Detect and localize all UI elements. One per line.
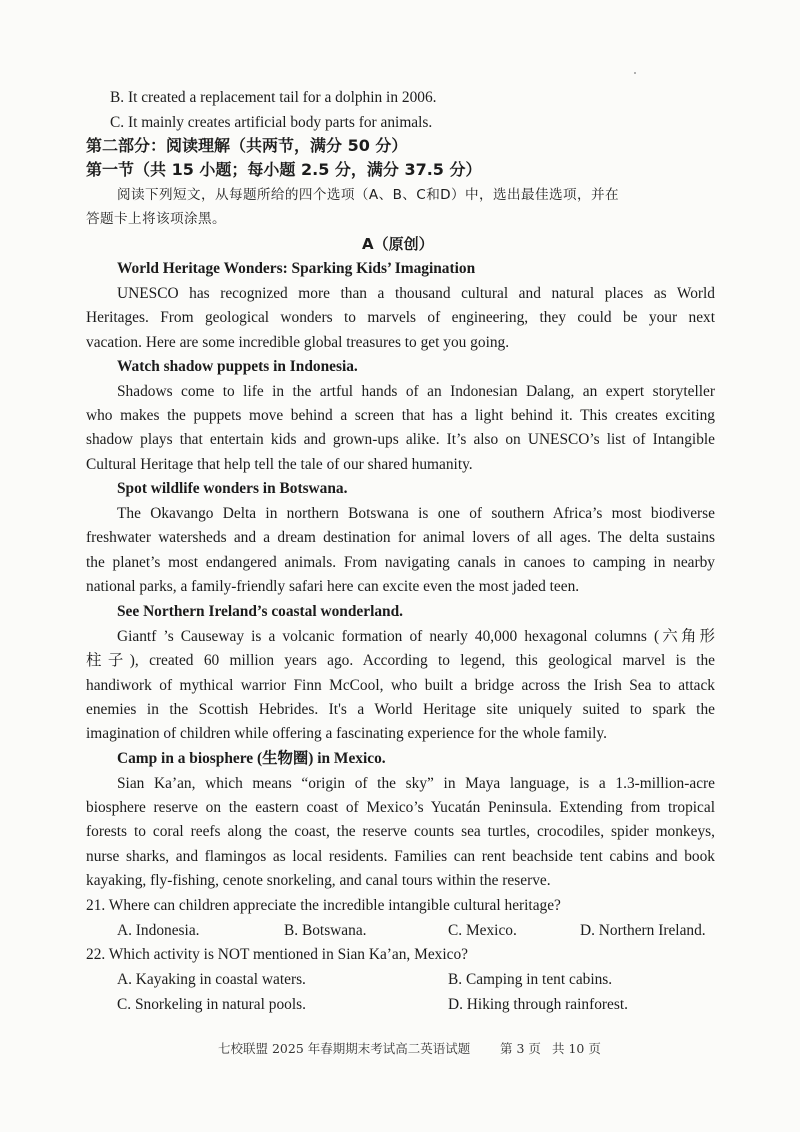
intro-line: UNESCO has recognized more than a thousand cultural and natural places as World — [117, 285, 715, 302]
paragraph-line: biosphere reserve on the eastern coast of Mexico’s Yucatán Peninsula. Extending from tropical — [86, 799, 715, 816]
question-22-option-c: C. Snorkeling in natural pools. — [117, 996, 306, 1013]
question-22-stem: 22. Which activity is NOT mentioned in Sian Ka’an, Mexico? — [86, 946, 468, 963]
paragraph-line: enemies in the Scottish Hebrides. It's a World Heritage site uniquely suited to spark the — [86, 701, 715, 718]
passage-label: A（原创） — [362, 235, 434, 253]
question-21-option-c: C. Mexico. — [448, 922, 517, 939]
question-21-option-a: A. Indonesia. — [117, 922, 200, 939]
footer-total-pages: 共 10 页 — [552, 1041, 601, 1056]
question-22-option-b: B. Camping in tent cabins. — [448, 971, 613, 988]
paragraph-line: the planet’s most endangered animals. From navigating canals in canoes to camping in nearby — [86, 554, 715, 571]
section-heading-northern-ireland: See Northern Ireland’s coastal wonderland. — [117, 603, 404, 620]
prev-option-b: B. It created a replacement tail for a dolphin in 2006. — [110, 89, 437, 106]
paragraph-line: 柱子), created 60 million years ago. According to legend, this geological marvel is the — [86, 652, 715, 669]
instructions-line-1: 阅读下列短文，从每题所给的四个选项（A、B、C和D）中，选出最佳选项，并在 — [117, 187, 619, 203]
paragraph-line: Giantf ’s Causeway is a volcanic formation of nearly 40,000 hexagonal columns (六角形 — [117, 628, 715, 645]
paragraph-line: forests to coral reefs along the coast, the reserve counts sea turtles, crocodiles, spider monkeys, — [86, 823, 715, 840]
paragraph-line: imagination of children while offering a fascinating experience for the whole family. — [86, 725, 607, 742]
section-heading-botswana: Spot wildlife wonders in Botswana. — [117, 480, 348, 497]
question-22-option-d: D. Hiking through rainforest. — [448, 996, 628, 1013]
paragraph-line: freshwater watersheds and a dream destination for animal lovers of all ages. The delta sustains — [86, 529, 715, 546]
question-22-option-a: A. Kayaking in coastal waters. — [117, 971, 306, 988]
paragraph-line: nurse sharks, and flamingos as local residents. Families can rent beachside tent cabins and book — [86, 848, 715, 865]
footer-page-number: 第 3 页 — [500, 1041, 541, 1056]
paragraph-line: shadow plays that entertain kids and grown-ups alike. It’s also on UNESCO’s list of Intangible — [86, 431, 715, 448]
question-21-stem: 21. Where can children appreciate the incredible intangible cultural heritage? — [86, 897, 561, 914]
scan-speck — [634, 72, 636, 74]
paragraph-line: Shadows come to life in the artful hands of an Indonesian Dalang, an expert storyteller — [117, 383, 715, 400]
intro-line: vacation. Here are some incredible global treasures to get you going. — [86, 334, 510, 351]
footer-exam-title: 七校联盟 2025 年春期期末考试高二英语试题 — [218, 1041, 471, 1056]
paragraph-line: handiwork of mythical warrior Finn McCool, who built a bridge across the Irish Sea to attack — [86, 677, 715, 694]
instructions-line-2: 答题卡上将该项涂黑。 — [86, 211, 226, 227]
question-21-option-b: B. Botswana. — [284, 922, 367, 939]
paragraph-line: The Okavango Delta in northern Botswana is one of southern Africa’s most biodiverse — [117, 505, 715, 522]
prev-option-c: C. It mainly creates artificial body parts for animals. — [110, 114, 433, 131]
section-heading-mexico: Camp in a biosphere (生物圈) in Mexico. — [117, 750, 386, 767]
section-heading-indonesia: Watch shadow puppets in Indonesia. — [117, 358, 358, 375]
passage-title: World Heritage Wonders: Sparking Kids’ Imagination — [117, 260, 476, 277]
intro-line: Heritages. From geological wonders to marvels of engineering, they could be your next — [86, 309, 715, 326]
paragraph-line: Sian Ka’an, which means “origin of the sky” in Maya language, is a 1.3-million-acre — [117, 775, 715, 792]
paragraph-line: kayaking, fly-fishing, cenote snorkeling, and canal tours within the reserve. — [86, 872, 551, 889]
paragraph-line: Cultural Heritage that help tell the tale of our shared humanity. — [86, 456, 473, 473]
question-21-option-d: D. Northern Ireland. — [580, 922, 706, 939]
paragraph-line: national parks, a family-friendly safari here can excite even the most jaded teen. — [86, 578, 580, 595]
part-title: 第二部分：阅读理解（共两节，满分 50 分） — [86, 136, 408, 155]
paragraph-line: who makes the puppets move behind a screen that has a light behind it. This creates exciting — [86, 407, 715, 424]
subsection-title: 第一节（共 15 小题；每小题 2.5 分，满分 37.5 分） — [86, 160, 482, 179]
